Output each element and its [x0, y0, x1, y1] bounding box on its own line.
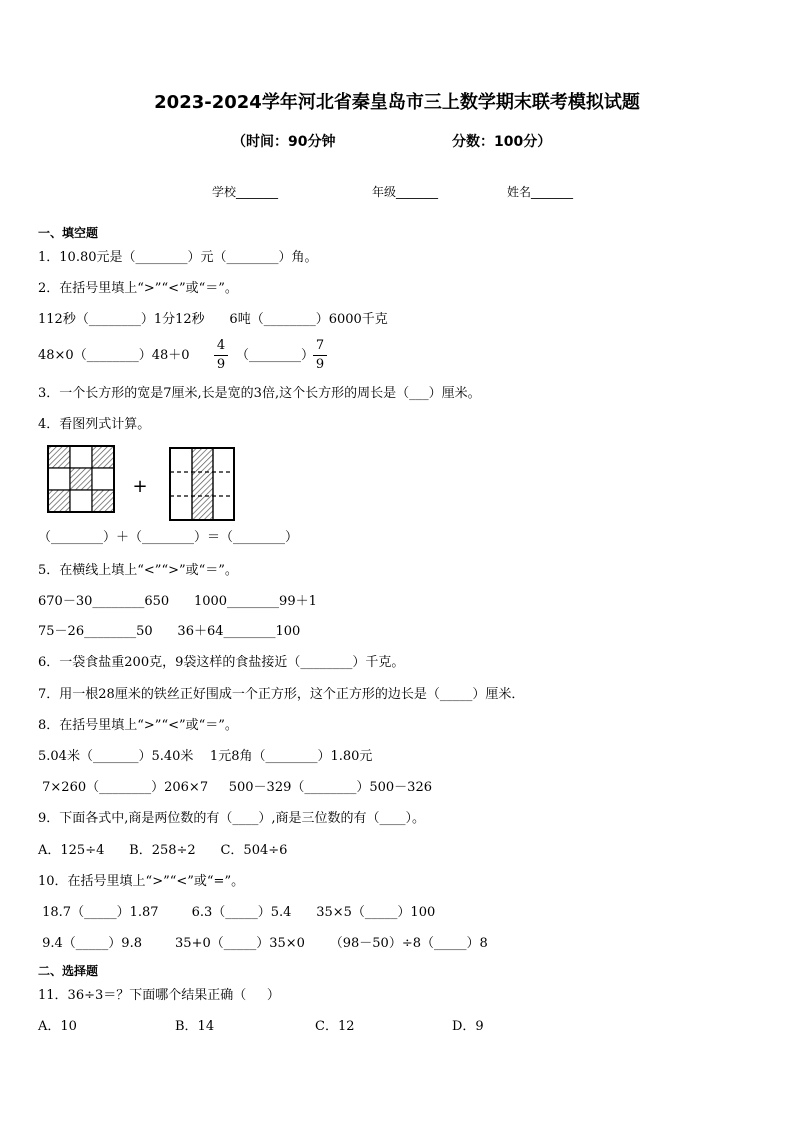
question-10-row-1: 18.7（_____）1.87 6.3（_____）5.4 35×5（_____）100: [38, 905, 436, 920]
question-7: 7．用一根28厘米的铁丝正好围成一个正方形，这个正方形的边长是（_____）厘米．: [38, 687, 525, 702]
fraction-denominator: 9: [315, 357, 325, 372]
question-4-figure: [40, 440, 240, 524]
question-8: 8．在括号里填上“>”“<”或“＝”。: [38, 718, 238, 733]
fraction-numerator: 4: [216, 338, 226, 353]
fraction-4-9: [214, 338, 228, 373]
section-multiple-choice: 二、选择题: [38, 964, 99, 978]
fraction-denominator: 9: [216, 357, 226, 372]
question-5-row-1: 670－30________650 1000________99＋1: [38, 594, 317, 609]
fraction-bar: [214, 355, 228, 356]
name-field[interactable]: 姓名_______: [507, 185, 574, 199]
question-9-options: A．125÷4 B．258÷2 C．504÷6: [38, 843, 288, 858]
question-9: 9．下面各式中,商是两位数的有（____）,商是三位数的有（____）。: [38, 811, 426, 826]
question-4-answer: （________）＋（________）＝（________）: [38, 530, 299, 545]
question-8-row-1: 5.04米（_______）5.40米 1元8角（________）1.80元: [38, 749, 373, 764]
plus-sign: +: [132, 476, 148, 497]
question-3: 3．一个长方形的宽是7厘米,长是宽的3倍,这个长方形的周长是（___）厘米。: [38, 386, 481, 401]
fraction-numerator: 7: [315, 338, 325, 353]
question-10-row-2: 9.4（_____）9.8 35+0（_____）35×0 （98－50）÷8（_____）8: [38, 936, 488, 951]
grade-field[interactable]: 年级_______: [372, 185, 439, 199]
school-field[interactable]: 学校_______: [212, 185, 279, 199]
column-grid-figure: [170, 448, 234, 520]
question-11-option-d: D．9: [452, 1019, 484, 1034]
question-8-row-2: 7×260（________）206×7 500－329（________）500－326: [38, 780, 432, 795]
question-10: 10．在括号里填上“>”“<”或“=”。: [38, 874, 245, 889]
fraction-7-9: [313, 338, 327, 373]
question-5-row-2: 75－26________50 36＋64________100: [38, 624, 301, 639]
fraction-bar: [313, 355, 327, 356]
question-6: 6．一袋食盐重200克，9袋这样的食盐接近（________）千克。: [38, 655, 405, 670]
time-info: （时间：90分钟: [232, 134, 336, 150]
checkerboard-grid-3x3: [48, 446, 114, 512]
question-4: 4．看图列式计算。: [38, 417, 151, 432]
question-2-row-2: 48×0（________）48＋0: [38, 348, 190, 363]
question-5: 5．在横线上填上“<”“>”或“＝”。: [38, 563, 238, 578]
score-info: 分数：100分）: [452, 134, 552, 150]
question-11: 11．36÷3＝？下面哪个结果正确（ ）: [38, 988, 280, 1003]
question-11-option-b: B．14: [175, 1019, 215, 1034]
question-11-option-a: A．10: [38, 1019, 77, 1034]
section-fill-blank: 一、填空题: [38, 226, 99, 240]
page-title: 2023-2024学年河北省秦皇岛市三上数学期末联考模拟试题: [154, 92, 640, 113]
question-2: 2．在括号里填上“>”“<”或“＝”。: [38, 281, 238, 296]
question-11-option-c: C．12: [315, 1019, 355, 1034]
question-1: 1．10.80元是（________）元（________）角。: [38, 250, 318, 265]
question-2-blank: （________）: [236, 348, 315, 363]
question-2-row-1: 112秒（________）1分12秒 6吨（________）6000千克: [38, 312, 388, 327]
